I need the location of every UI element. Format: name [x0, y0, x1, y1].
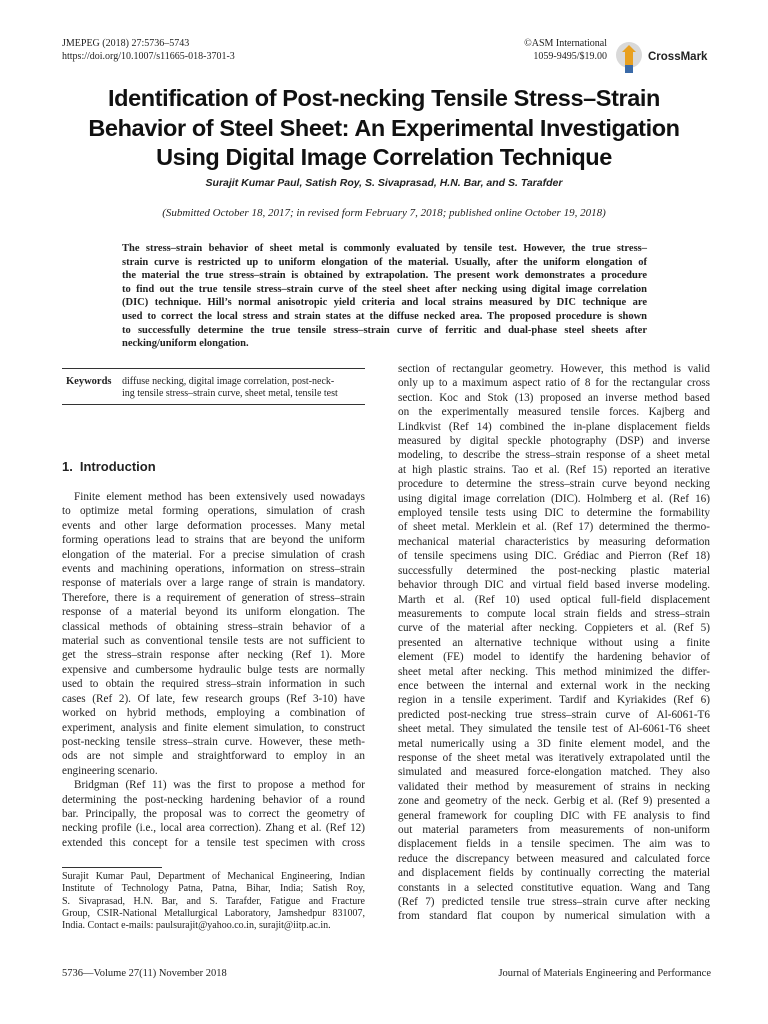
journal-header [62, 38, 235, 63]
body-line: employed tensile tests using DIC to determine the formability [398, 507, 710, 520]
body-line: on the experimentally measured tensile forces. Kajberg and [398, 406, 710, 419]
section-number: 1. [62, 459, 73, 474]
body-line: validated their method by measurement of strains in necking [398, 780, 710, 793]
body-line: extended this concept for a tensile test specimen with cross [62, 836, 365, 849]
body-line: constants in a selected constitutive equation. Wang and Tang [398, 881, 710, 894]
publisher-info [490, 38, 607, 63]
body-line: get the stress–strain response after necking (Ref 1). More [62, 649, 365, 662]
body-line: Lindkvist (Ref 14) combined the in-plane displacement fields [398, 420, 710, 433]
keywords-line: ing tensile stress–strain curve, sheet metal, tensile test [122, 388, 338, 399]
right-column-text [398, 362, 710, 924]
body-line: only up to a maximum aspect ratio of 8 for the rectangular cross [398, 377, 710, 390]
body-line: response of a material beyond its uniform elongation. The [62, 606, 365, 619]
journal-citation: JMEPEG (2018) 27:5736–5743 [62, 38, 190, 49]
body-line: presented an alternative technique without using a finite [398, 636, 710, 649]
section-title: Introduction [79, 459, 156, 474]
body-line: element (FE) model to identify the hardening behavior of [398, 651, 710, 664]
footnote-line: India. Contact e-mails: paulsurajit@yahoo.co.in, surajit@iitp.ac.in. [62, 920, 331, 932]
body-line: and displacement fields by continually correcting the material [398, 867, 710, 880]
body-line: ods are not simple and straightforward to employ in an [62, 750, 365, 763]
body-line: Bridgman (Ref 11) was the first to propose a method for [74, 779, 365, 792]
body-line: Finite element method has been extensively used nowadays [74, 491, 365, 503]
body-line: region in a tensile experiment. Tardif and Kyriakides (Ref 6) [398, 694, 710, 707]
title-line: Identification of Post-necking Tensile Stress–Strain [107, 85, 661, 111]
keywords-label: Keywords [66, 376, 112, 387]
body-line: response of materials over a large range of strain is mandatory. [62, 577, 365, 590]
keywords-list [122, 376, 366, 400]
abstract-line: used to correct the local stress and strain states at the diffuse necked area. The proposed procedure is shown [122, 310, 647, 322]
body-line: behavior through DIC and virtual field based inverse modeling. [398, 579, 710, 592]
body-line: response of the sheet metal was iteratively extrapolated until the [398, 751, 710, 764]
body-line: procedure to determine the stress–strain curve beyond necking [398, 478, 710, 491]
footnote-line: S. Sivaprasad, H.N. Bar, and S. Tarafder, Fatigue and Fracture [62, 895, 365, 907]
body-line: of sheet metal. Merklein et al. (Ref 17) determined the thermo- [398, 521, 710, 534]
body-line: simulated and measured force-elongation matched. They also [398, 766, 710, 779]
body-line: of tensile specimens using DIC. Grédiac and Pierron (Ref 18) [398, 550, 710, 563]
abstract-line: the material the true stress–strain is obtained by extrapolation. The present work demonstrates a procedure [122, 270, 647, 282]
body-line: forming operations lead to strains that are beyond the uniform [62, 534, 365, 547]
body-line: to optimize metal forming operations, simulation of crash [62, 505, 365, 518]
body-line: worked on hybrid methods, employing a combination of [62, 707, 365, 720]
body-line: general framework for coupling DIC with FE analysis to find [398, 809, 710, 822]
body-line: using digital image correlation (DIC). Holmberg et al. (Ref 16) [398, 492, 710, 505]
body-line: classical methods of obtaining stress–strain behavior of a [62, 620, 365, 633]
body-line: section. Koc and Stok (13) proposed an inverse method based [398, 391, 710, 404]
body-line: cases (Ref 2). Of late, few research groups (Ref 3-10) have [62, 692, 365, 705]
title-line: Behavior of Steel Sheet: An Experimental Investigation [88, 114, 680, 141]
footnote-divider [62, 867, 162, 868]
abstract [122, 242, 647, 351]
body-line: material such as conventional tensile tests are not sufficient to [62, 635, 365, 648]
body-line: Marth et al. (Ref 10) used optical full-field displacement [398, 593, 710, 606]
crossmark-label: CrossMark [648, 51, 708, 63]
body-line: reduce the discrepancy between measured and calculated force [398, 852, 710, 865]
body-line: measured by digital speckle photography (DSP) and inverse [398, 435, 710, 448]
body-line: bar. Principally, the proposal was to correct the geometry of [62, 807, 365, 820]
abstract-line: strain curve is restricted up to uniform elongation of the material. Usually, after the uniform elongation of [122, 256, 647, 268]
body-line: metal numerically using a 3D finite element model, and the [398, 737, 710, 750]
paper-title [40, 84, 728, 173]
body-line: post-necking tensile stress–strain curve. However, these meth- [62, 735, 365, 748]
footnote-line: Group, CSIR-National Metallurgical Laboratory, Jamshedpur 831007, [62, 907, 365, 919]
body-line: section of rectangular geometry. However, this method is valid [398, 363, 710, 375]
body-line: mechanical material characteristics by measuring deformation [398, 535, 710, 548]
body-line: expensive and cumbersome hydraulic bulge tests are normally [62, 663, 365, 676]
body-line: modeling, to describe the stress–strain response of a sheet metal [398, 449, 710, 462]
page-footer-volume: 5736—Volume 27(11) November 2018 [62, 968, 227, 979]
body-line: at high plastic strains. Tao et al. (Ref 15) reported an iterative [398, 463, 710, 476]
issn-price: 1059-9495/$19.00 [533, 50, 607, 62]
abstract-line: to successfully determine the true tensile stress–strain curve of ferritic and dual-phase steel sheets after [122, 324, 647, 336]
submission-dates: (Submitted October 18, 2017; in revised form February 7, 2018; published online October 19, 2018) [162, 207, 606, 219]
crossmark-button[interactable] [615, 40, 711, 74]
doi-link[interactable]: https://doi.org/10.1007/s11665-018-3701-3 [62, 50, 235, 62]
body-line: from standard flat coupon by numerical simulation with a [398, 910, 710, 923]
publisher-name: ©ASM International [524, 38, 607, 49]
body-line: (Ref 7) predicted tensile true stress–strain curve after necking [398, 896, 710, 909]
author-list: Surajit Kumar Paul, Satish Roy, S. Sivaprasad, H.N. Bar, and S. Tarafder [205, 177, 563, 189]
abstract-line: to find out the true tensile stress–strain curve of the steel sheet after necking using digital image correlation [122, 283, 647, 295]
body-line: events and other large deformation processes. Many metal [62, 519, 365, 532]
body-line: predicted post-necking true stress–strain curve of Al-6061-T6 [398, 708, 710, 721]
body-line: displacement fields in a tensile specimen. The aim was to [398, 838, 710, 851]
body-line: sheet metal. They simulated the tensile test of Al-6061-T6 sheet [398, 723, 710, 736]
body-line: out material parameters from measurements of non-uniform [398, 824, 710, 836]
section-heading [62, 459, 156, 474]
body-line: elongation of the material. For a precise simulation of crash [62, 548, 365, 561]
page-footer-journal: Journal of Materials Engineering and Performance [498, 968, 711, 979]
left-column-text [62, 490, 365, 850]
keywords-box [62, 368, 365, 405]
keywords-line: diffuse necking, digital image correlation, post-neck- [122, 376, 335, 387]
body-line: Therefore, there is a requirement of generation of stress–strain [62, 591, 365, 604]
title-line: Using Digital Image Correlation Technique [156, 144, 612, 170]
body-line: engineering scenario. [62, 764, 158, 777]
body-line: determining the post-necking hardening behavior of a round [62, 793, 365, 806]
crossmark-icon [615, 40, 643, 74]
body-line: sheet metal after necking. This method minimized the differ- [398, 665, 710, 678]
body-line: successfully determined the post-necking plastic material [398, 564, 710, 577]
body-line: experiment, analysis and finite element simulation, to construct [62, 721, 365, 734]
footnote-line: Institute of Technology Patna, Patna, Bihar, India; Satish Roy, [62, 883, 365, 895]
abstract-line: necking/uniform elongation. [122, 338, 249, 350]
abstract-line: (DIC) technique. Hill’s normal anisotropic yield criteria and local strains measured by DIC technique are [122, 297, 647, 309]
body-line: ence between the internal and external work in the necking [398, 679, 710, 692]
body-line: zone and geometry of the neck. Gerbig et al. (Ref 9) presented a [398, 795, 710, 808]
footnote-line: Surajit Kumar Paul, Department of Mechanical Engineering, Indian [62, 871, 365, 882]
author-affiliations-footnote [62, 871, 365, 932]
body-line: used to obtain the required stress–strain information in such [62, 678, 365, 691]
body-line: events and machining operations, information on stress–strain [62, 563, 365, 576]
body-line: necking profile (i.e., local area correction). Zhang et al. (Ref 12) [62, 822, 365, 835]
body-line: curve of the material after necking. Coppieters et al. (Ref 5) [398, 622, 710, 635]
body-line: measurements to compute local strain fields and stress–strain [398, 607, 710, 620]
abstract-line: The stress–strain behavior of sheet metal is commonly evaluated by tensile test. However, the true stress– [122, 243, 647, 254]
